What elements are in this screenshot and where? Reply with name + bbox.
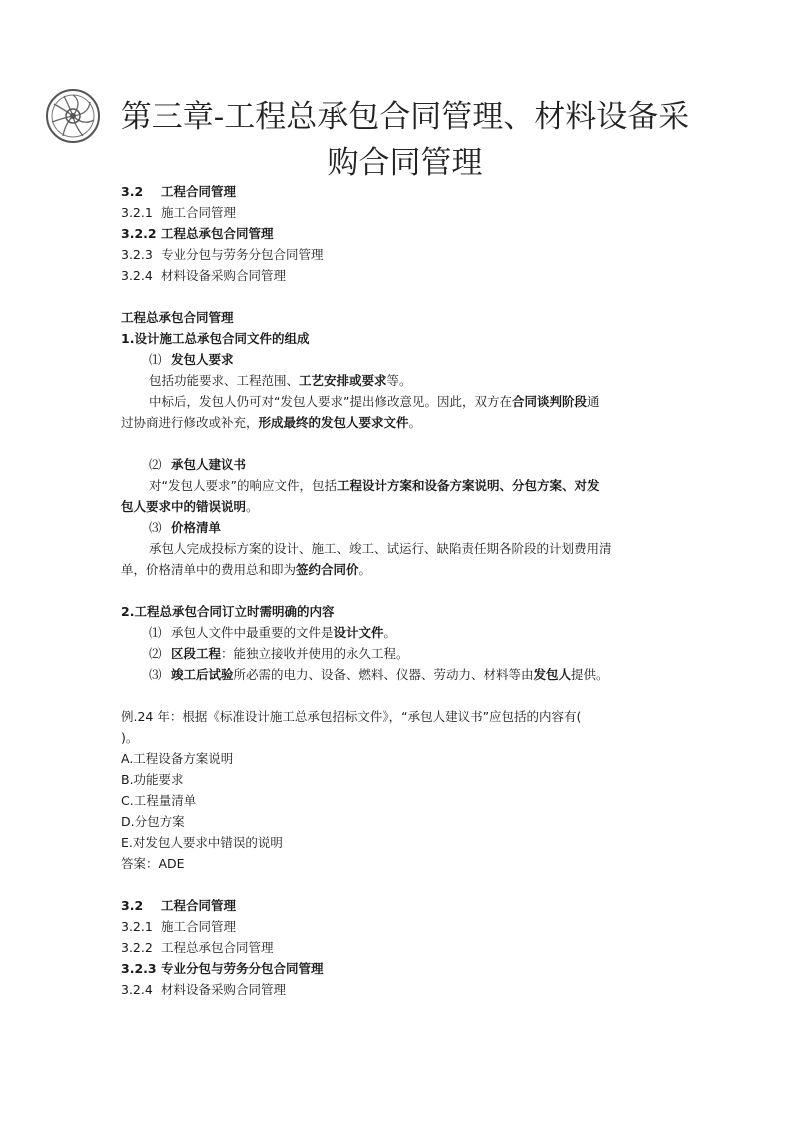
example-question-line-2: )。 xyxy=(121,730,139,745)
example-answer: 答案：ADE xyxy=(121,856,185,871)
toc1-item: 3.2.4 材料设备采购合同管理 xyxy=(121,268,287,283)
point-3: ⑶ 竣工后试验所必需的电力、设备、燃料、仪器、劳动力、材料等由发包人提供。 xyxy=(149,667,609,682)
example-question-line-1: 例.24 年：根据《标准设计施工总承包招标文件》，“承包人建议书”应包括的内容有( xyxy=(121,709,582,724)
subsection-1-title: 1.设计施工总承包合同文件的组成 xyxy=(121,331,310,346)
example-option: B.功能要求 xyxy=(121,772,184,787)
item-3-line-1: 承包人完成投标方案的设计、施工、竣工、试运行、缺陷责任期各阶段的计划费用清 xyxy=(149,541,612,556)
item-3-title: ⑶ 价格清单 xyxy=(149,520,222,535)
toc2-item-current: 3.2.3 专业分包与劳务分包合同管理 xyxy=(121,961,324,976)
point-1: ⑴ 承包人文件中最重要的文件是设计文件。 xyxy=(149,625,397,640)
item-2-line-1: 对“发包人要求”的响应文件，包括工程设计方案和设备方案说明、分包方案、对发 xyxy=(149,478,600,493)
title-line-1: 第三章-工程总承包合同管理、材料设备采 xyxy=(120,99,690,135)
item-2-line-2: 包人要求中的错误说明。 xyxy=(121,499,259,514)
section-heading: 工程总承包合同管理 xyxy=(121,310,234,325)
example-option: E.对发包人要求中错误的说明 xyxy=(121,835,283,850)
document-body xyxy=(121,181,686,1000)
toc1-item: 3.2.1 施工合同管理 xyxy=(121,205,237,220)
toc1-heading: 3.2 工程合同管理 xyxy=(121,184,237,199)
toc1-item: 3.2.3 专业分包与劳务分包合同管理 xyxy=(121,247,324,262)
logo-emblem-icon xyxy=(45,88,101,144)
toc1-item-current: 3.2.2 工程总承包合同管理 xyxy=(121,226,274,241)
item-1-line-3: 过协商进行修改或补充，形成最终的发包人要求文件。 xyxy=(121,415,422,430)
item-2-title: ⑵ 承包人建议书 xyxy=(149,457,247,472)
example-option: A.工程设备方案说明 xyxy=(121,751,234,766)
toc2-item: 3.2.4 材料设备采购合同管理 xyxy=(121,982,287,997)
item-1-line-2: 中标后，发包人仍可对“发包人要求”提出修改意见。因此，双方在合同谈判阶段通 xyxy=(149,394,600,409)
example-option: C.工程量清单 xyxy=(121,793,197,808)
page-title xyxy=(110,94,700,186)
toc2-item: 3.2.1 施工合同管理 xyxy=(121,919,237,934)
item-3-line-2: 单，价格清单中的费用总和即为签约合同价。 xyxy=(121,562,372,577)
subsection-2-title: 2.工程总承包合同订立时需明确的内容 xyxy=(121,604,335,619)
toc2-heading: 3.2 工程合同管理 xyxy=(121,898,237,913)
toc2-item: 3.2.2 工程总承包合同管理 xyxy=(121,940,274,955)
item-1-line-1: 包括功能要求、工程范围、工艺安排或要求等。 xyxy=(149,373,412,388)
example-option: D.分包方案 xyxy=(121,814,185,829)
title-line-2: 购合同管理 xyxy=(327,145,483,181)
point-2: ⑵ 区段工程：能独立接收并使用的永久工程。 xyxy=(149,646,409,661)
item-1-title: ⑴ 发包人要求 xyxy=(149,352,234,367)
